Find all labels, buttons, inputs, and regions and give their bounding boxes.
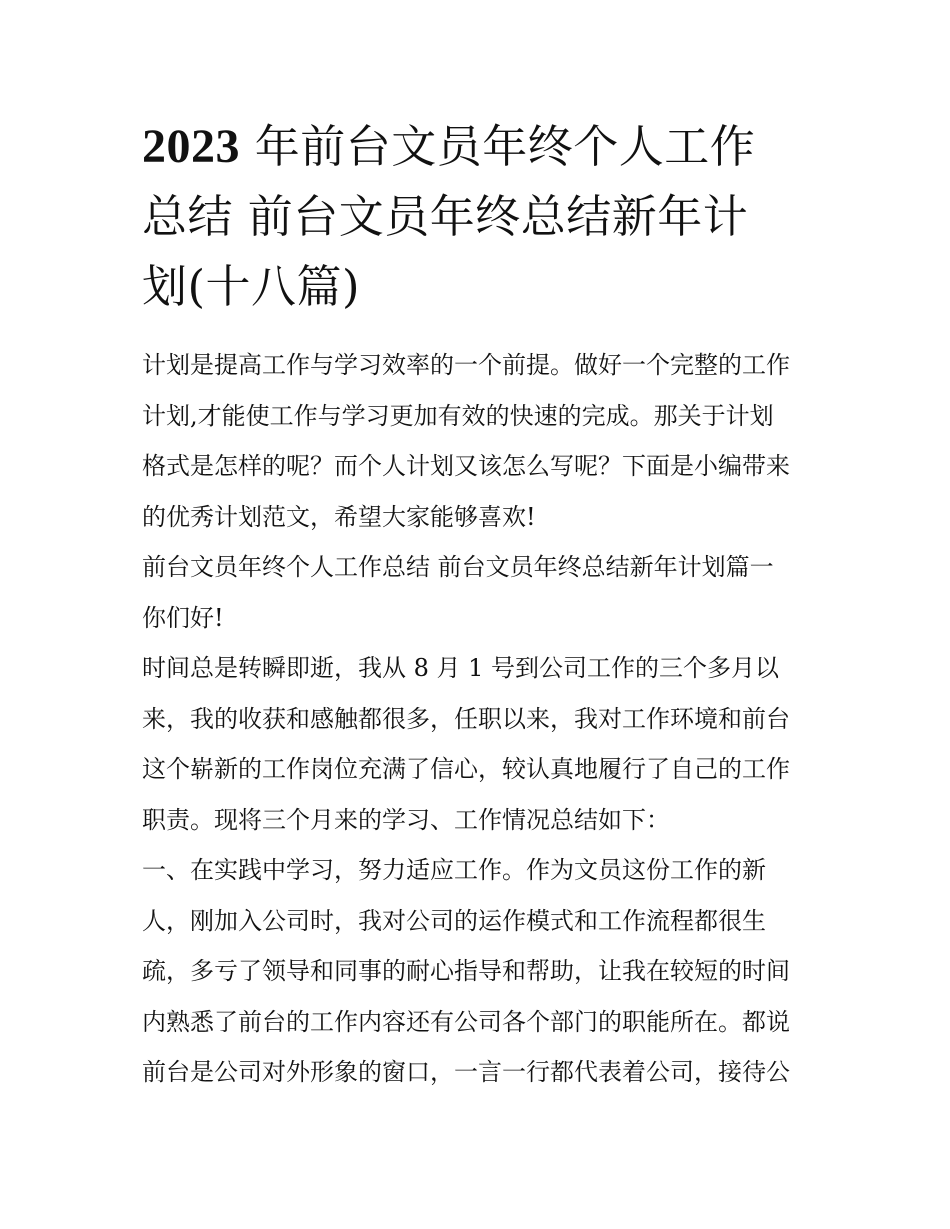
section-heading: 前台文员年终个人工作总结 前台文员年终总结新年计划篇一 bbox=[142, 553, 774, 581]
greeting-paragraph: 你们好! bbox=[142, 603, 224, 632]
title-year: 2023 bbox=[142, 120, 240, 173]
document-body bbox=[142, 340, 822, 1098]
title-text: 年前台文员年终个人工作 总结 前台文员年终总结新年计 划(十八篇) bbox=[142, 120, 756, 313]
document-page bbox=[142, 112, 822, 1098]
document-title bbox=[142, 112, 822, 322]
point-one-paragraph: 一、在实践中学习，努力适应工作。作为文员这份工作的新 人，刚加入公司时，我对公司的运作模式和工作流程都很生 疏，多亏了领导和同事的耐心指导和帮助，让我在较短的时间 内熟悉了前台的工作内容还有公司各个部门的职能所在。都说 前台是公司对外形象的窗口，一言一行都代表着公司，接待公 bbox=[142, 856, 790, 1086]
summary-paragraph: 时间总是转瞬即逝，我从 8 月 1 号到公司工作的三个多月以 来，我的收获和感触都很多，任职以来，我对工作环境和前台 这个崭新的工作岗位充满了信心，较认真地履行了自己的工作 职责。现将三个月来的学习、工作情况总结如下： bbox=[142, 654, 790, 834]
intro-paragraph: 计划是提高工作与学习效率的一个前提。做好一个完整的工作 计划,才能使工作与学习更加有效的快速的完成。那关于计划 格式是怎样的呢？而个人计划又该怎么写呢？下面是小编带来 的优秀计划范文，希望大家能够喜欢! bbox=[142, 351, 790, 531]
